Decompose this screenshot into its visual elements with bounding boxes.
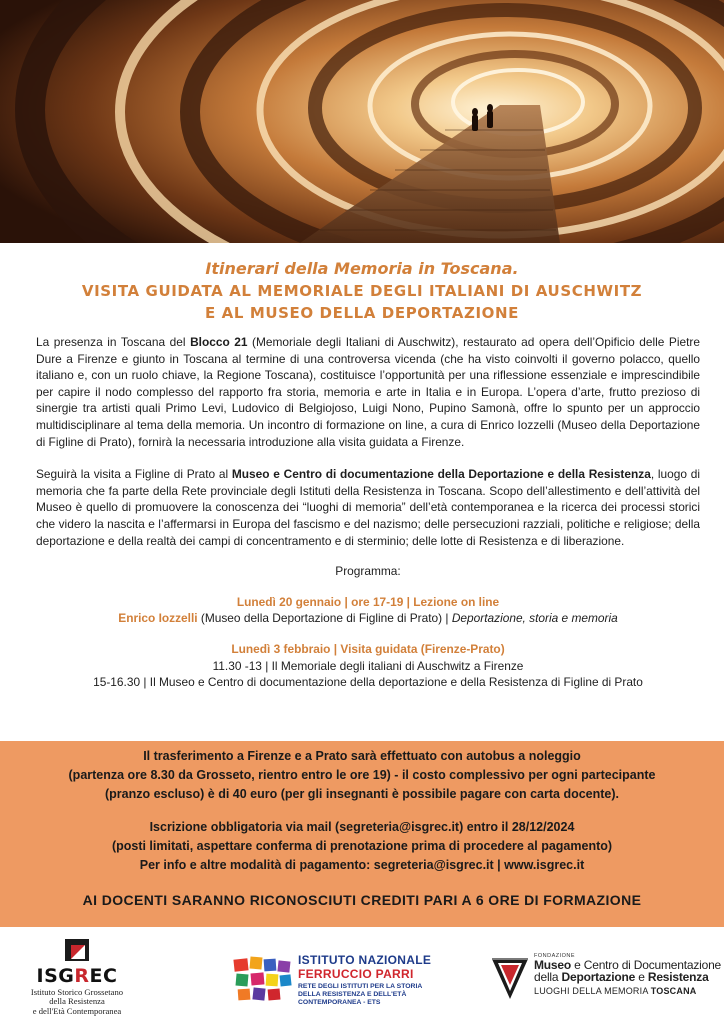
event1-details xyxy=(36,610,700,627)
p2-text-a: Seguirà la visita a Figline di Prato al xyxy=(36,467,232,482)
transfer-line-3: (pranzo escluso) è di 40 euro (per gli insegnanti è possibile pagare con carta docente). xyxy=(104,787,619,801)
event2-line1: 11.30 -13 | Il Memoriale degli italiani di Auschwitz a Firenze xyxy=(212,658,524,673)
event1-title: Lunedì 20 gennaio | ore 17-19 | Lezione on line xyxy=(236,594,500,609)
body-text xyxy=(36,334,700,691)
museo-line-3 xyxy=(534,986,696,996)
program-label: Programma: xyxy=(335,564,401,579)
event2-title: Lunedì 3 febbraio | Visita guidata (Firenze-Prato) xyxy=(231,641,505,656)
museo-line-2 xyxy=(534,970,709,984)
museo-triangle-emblem-icon xyxy=(490,955,530,1003)
isgrec-name xyxy=(22,965,132,987)
museo-fondazione: FONDAZIONE xyxy=(534,953,576,959)
isgrec-name-a: ISG xyxy=(36,965,75,987)
museo-l2-d: Resistenza xyxy=(647,970,709,984)
hero-image xyxy=(0,0,724,243)
info-band xyxy=(0,741,724,927)
museo-l2-c: e xyxy=(635,970,648,984)
isgrec-sub-2: della Resistenza xyxy=(49,996,105,1007)
event1-speaker: Enrico Iozzelli xyxy=(118,611,198,626)
p1-text-a: La presenza in Toscana del xyxy=(36,335,191,349)
event1-affiliation: (Museo della Deportazione di Figline di Prato) | xyxy=(197,611,452,626)
museo-l1-text: e Centro di Documentazione xyxy=(571,958,722,972)
p2-bold: Museo e Centro di documentazione della Deportazione e della Resistenza xyxy=(231,467,651,482)
logos-footer xyxy=(0,935,724,1024)
transfer-line-2: (partenza ore 8.30 da Grosseto, rientro entro le ore 19) - il costo complessivo per ogni partecipante xyxy=(68,768,656,782)
signup-line-3: Per info e altre modalità di pagamento: segreteria@isgrec.it | www.isgrec.it xyxy=(139,858,585,872)
museo-l3-b: TOSCANA xyxy=(650,986,697,996)
isgrec-emblem-icon xyxy=(59,937,95,963)
p1-text-c: (Memoriale degli Italiani di Auschwitz), restaurato ad opera dell’Opificio delle Pietre Dure a Firenze e giunto in Toscana al termine di una controversa vicenda (che ha visto coinvolti il governo polacco, quello italiano e, con un ruolo chiave, la Regione Toscana), costituisce l’opportunità per una riflessione essenziale e imprescindibile per capire il nodo complesso del rapporto fra storia, memoria e arte in Italia e in Europa. L’opera d’arte, frutto prezioso di sinergie tra artisti quali Primo Levi, Ludovico di Belgiojoso, Luigi Nono, Pupino Samonà, offre lo spunto per un approccio multidisciplinare al tema della memoria. Un incontro di formazione on line, a cura di Enrico Iozzelli (Museo della Deportazione di Figline di Prato), fornirà la necessaria introduzione alla visita guidata a Firenze. xyxy=(36,335,700,449)
signup-line-2: (posti limitati, aspettare conferma di prenotazione prima di procedere al pagamento) xyxy=(111,839,613,853)
title-line-2: E AL MUSEO DELLA DEPORTAZIONE xyxy=(204,304,520,322)
transfer-info xyxy=(0,741,724,804)
museo-l2-a: della xyxy=(534,970,562,984)
credits-notice: AI DOCENTI SARANNO RICONOSCIUTI CREDITI PARI A 6 ORE DI FORMAZIONE xyxy=(82,892,642,908)
museo-l3-a: LUOGHI DELLA MEMORIA xyxy=(534,986,651,996)
title-line-1: VISITA GUIDATA AL MEMORIALE DEGLI ITALIANI DI AUSCHWITZ xyxy=(81,282,643,300)
event1-topic: Deportazione, storia e memoria xyxy=(451,611,618,626)
parri-color-blocks-icon xyxy=(232,955,294,1005)
isgrec-sub-3: e dell'Età Contemporanea xyxy=(32,1005,122,1016)
museo-l2-b: Deportazione xyxy=(561,970,636,984)
p1-bold: Blocco 21 xyxy=(190,335,248,349)
isgrec-name-b: R xyxy=(74,965,90,987)
isgrec-subtitle xyxy=(22,988,132,1016)
isgrec-sub-1: Istituto Storico Grossetano xyxy=(30,987,124,997)
memorial-spiral-photo xyxy=(0,0,724,243)
signup-info xyxy=(0,818,724,875)
event2-line2: 15-16.30 | Il Museo e Centro di documentazione della deportazione e della Resistenza di Figline di Prato xyxy=(93,675,643,690)
parri-line-1: ISTITUTO NAZIONALE xyxy=(298,953,432,967)
signup-line-1: Iscrizione obbligatoria via mail (segreteria@isgrec.it) entro il 28/12/2024 xyxy=(149,820,575,834)
museo-l1-bold: Museo xyxy=(534,958,572,972)
paragraph-museo xyxy=(36,466,700,549)
title-series: Itinerari della Memoria in Toscana. xyxy=(205,259,519,278)
isgrec-logo xyxy=(22,935,132,1016)
paragraph-blocco21 xyxy=(36,334,700,450)
parri-line-3: RETE DEGLI ISTITUTI PER LA STORIA DELLA RESISTENZA E DELL'ETÀ CONTEMPORANEA - ETS xyxy=(298,983,422,1006)
isgrec-name-c: EC xyxy=(89,965,118,987)
transfer-line-1: Il trasferimento a Firenze e a Prato sarà effettuato con autobus a noleggio xyxy=(143,749,581,763)
program-section xyxy=(36,563,700,691)
museo-deportazione-logo xyxy=(490,953,722,1013)
p2-text-c: , luogo di memoria che fa parte della Rete provinciale degli Istituti della Resistenza in Toscana. Scopo dell’allestimento e dell’attività del Museo è quello di promuovere la conoscenza dei “luoghi di memoria” dell’età contemporanea e la ricerca dei processi storici che videro la nascita e l’affermarsi in Europa del fascismo e del nazismo; delle persecuzioni razziali, politiche e religiose; della deportazione e della realtà dei campi di concentramento e di sterminio; delle lotte di Resistenza e di liberazione. xyxy=(36,467,700,548)
title-block xyxy=(0,258,724,324)
parri-line-2: FERRUCCIO PARRI xyxy=(298,967,414,981)
